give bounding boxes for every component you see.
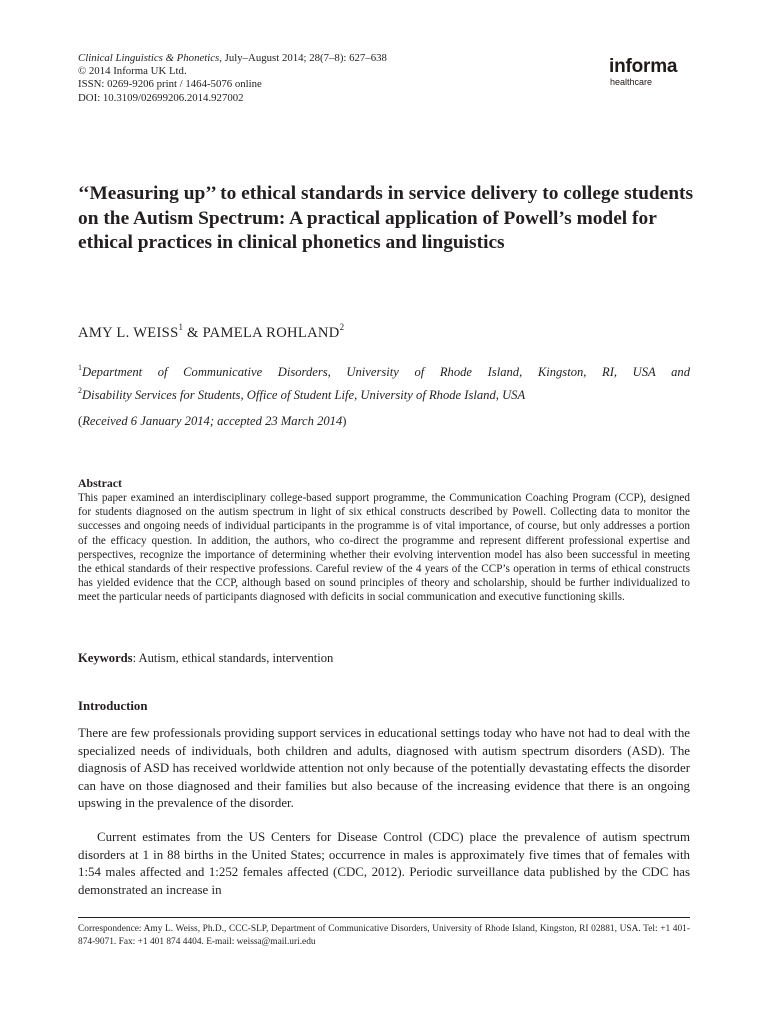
abstract-text: This paper examined an interdisciplinary college-based support programme, the Communication Coaching Program (CCP), designed for students diagnosed on the autism spectrum in light of six ethical constructs described by Powell. Collecting data to monitor the successes and ongoing needs of individual participants in the programme is of vital importance, of course, but only addresses a portion of the efficacy question. In addition, the authors, who co-direct the programme and represent different professional expertise and perspectives, recognize the importance of determining whether their evolving intervention model has also been successful in meeting the ethical standards of their respective professions. Careful review of the 4 years of the CCP’s operation in terms of ethical constructs has yielded evidence that the CCP, although based on sound principles of theory and scholarship, should be further individualized to meet the particular needs of participants diagnosed with deficits in social communication and executive functioning skills. (78, 492, 690, 604)
affiliation-1-text: Department of Communicative Disorders, University of Rhode Island, Kingston, RI, USA and (82, 365, 690, 379)
article-title: ‘‘Measuring up’’ to ethical standards in service delivery to college students on the Autism Spectrum: A practical application of Powell’s model for ethical practices in clinical phonetics and linguistics (78, 183, 694, 253)
intro-paragraph-2: Current estimates from the US Centers for Disease Control (CDC) place the prevalence of autism spectrum disorders at 1 in 88 births in the United States; occurrence in males is approximately five times that of females with 1:54 males affected and 1:252 females affected (CDC, 2012). Periodic surveillance data published by the CDC has demonstrated an increase in (78, 830, 690, 897)
author-2: PAMELA ROHLAND (202, 325, 340, 341)
journal-citation (78, 52, 387, 65)
author-separator: & (183, 325, 203, 341)
affiliation-1 (78, 359, 690, 382)
received-open-paren: ( (78, 414, 83, 428)
affiliation-2-mark: 2 (78, 385, 82, 395)
keywords (78, 651, 333, 666)
citation-details: , July–August 2014; 28(7–8): 627–638 (219, 52, 387, 64)
logo-brand: informa (609, 56, 678, 77)
author-list (78, 322, 344, 342)
footnote-rule (78, 917, 690, 918)
author-1: AMY L. WEISS (78, 325, 179, 341)
affiliation-1-mark: 1 (78, 363, 82, 372)
received-dates (78, 414, 346, 429)
publisher-logo (609, 57, 677, 87)
logo-subtitle: healthcare (610, 77, 653, 87)
journal-name: Clinical Linguistics & Phonetics (78, 52, 220, 64)
keywords-label: Keywords (78, 651, 133, 665)
intro-paragraph-1: There are few professionals providing support services in educational settings today who have not had to deal with the specialized needs of individuals, both children and adults, diagnosed with autism spectrum disorders (ASD). The diagnosis of ASD has received worldwide attention not only because of the potentially devastating effects the disorder can have on those diagnosed and their families but also because of the increasing evidence that there is an ongoing upswing in the prevalence of the disorder. (78, 726, 690, 810)
affiliation-2 (78, 382, 690, 405)
introduction-heading: Introduction (78, 699, 148, 713)
affiliation-2-text: Disability Services for Students, Office of Student Life, University of Rhode Island, USA (82, 387, 526, 402)
issn-line: ISSN: 0269-9206 print / 1464-5076 online (78, 78, 262, 91)
received-text: Received 6 January 2014; accepted 23 March 2014 (82, 414, 343, 428)
doi-line: DOI: 10.3109/02699206.2014.927002 (78, 91, 244, 104)
author-2-affiliation-mark: 2 (339, 322, 345, 332)
author-1-affiliation-mark: 1 (178, 322, 183, 332)
affiliations (78, 359, 690, 404)
copyright-line: © 2014 Informa UK Ltd. (78, 65, 187, 78)
abstract-heading: Abstract (78, 476, 122, 490)
journal-header (78, 52, 387, 105)
received-close-paren: ) (342, 414, 347, 428)
keywords-text: : Autism, ethical standards, intervention (132, 651, 334, 665)
correspondence-footnote: Correspondence: Amy L. Weiss, Ph.D., CCC-SLP, Department of Communicative Disorders, University of Rhode Island, Kingston, RI 02881, USA. Tel: +1 401-874-9071. Fax: +1 401 874 4404. E-mail: weissa@mail.uri.edu (78, 924, 690, 947)
